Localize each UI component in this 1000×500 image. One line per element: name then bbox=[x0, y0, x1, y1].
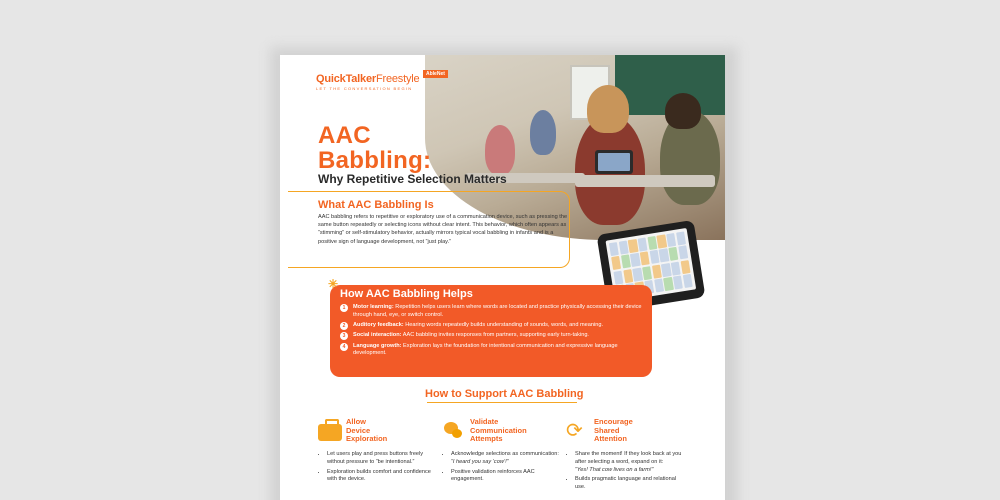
what-body: AAC babbling refers to repetitive or exploratory use of a communication device, such as pressing the same button repeatedly or selecting icons without clear intent. This behavior, which often appears as “stimming” or self-stimulatory behavior, actually mirrors typical vocal babbling in infants and is a positive sign of language development, not “just play.” bbox=[318, 214, 568, 245]
title-line-2: Babbling: bbox=[318, 147, 432, 174]
logo-brand-light: Freestyle bbox=[375, 73, 420, 85]
logo-brand-bold: QuickTalker bbox=[316, 73, 376, 85]
column-bullet: • Share the moment! If they look back at you after selecting a word, expand on it: “Yes! That cow lives on a farm!” bbox=[575, 451, 686, 474]
column-title: Encourage Shared Attention bbox=[594, 417, 633, 444]
helps-item-label: Social interaction: bbox=[353, 332, 402, 338]
helps-item-label: Motor learning: bbox=[353, 304, 394, 310]
helps-item bbox=[340, 332, 650, 340]
helps-item bbox=[340, 322, 650, 330]
quote: “Yes! That cow lives on a farm!” bbox=[575, 466, 654, 473]
ablenet-ribbon: AbleNet bbox=[423, 70, 448, 78]
what-heading: What AAC Babbling Is bbox=[318, 199, 434, 211]
speech-bubbles-icon bbox=[442, 420, 466, 442]
support-heading: How to Support AAC Babbling bbox=[425, 388, 584, 400]
brand-logo bbox=[316, 71, 445, 91]
briefcase-icon bbox=[318, 420, 342, 442]
column-bullet: • Exploration builds comfort and confidence with the device. bbox=[327, 469, 438, 485]
spark-icon: ✳ bbox=[328, 277, 339, 291]
column-title: Allow Device Exploration bbox=[346, 417, 388, 444]
helps-heading: How AAC Babbling Helps bbox=[340, 288, 473, 300]
column-bullet: • Builds pragmatic language and relational use. bbox=[575, 476, 686, 492]
support-column-attention bbox=[566, 415, 686, 494]
quote: “I heard you say ‘cow’!” bbox=[451, 458, 509, 465]
helps-list bbox=[340, 304, 650, 360]
number-badge: 3 bbox=[340, 332, 348, 340]
number-badge: 2 bbox=[340, 322, 348, 330]
support-underline bbox=[427, 402, 577, 403]
logo-tagline: LET THE CONVERSATION BEGIN bbox=[316, 86, 413, 91]
helps-item-text: Repetition helps users learn where words are located and practice physically accessing their device through hand, eye, or switch control. bbox=[353, 304, 642, 318]
number-badge: 1 bbox=[340, 304, 348, 312]
helps-item-text: Hearing words repeatedly builds understanding of sounds, words, and meaning. bbox=[403, 321, 603, 328]
helps-item-text: Exploration lays the foundation for intentional communication and expressive language development. bbox=[353, 342, 618, 356]
column-bullet: • Acknowledge selections as communication: “I heard you say ‘cow’!” bbox=[451, 451, 562, 467]
helps-item-text: AAC babbling invites responses from partners, supporting early turn-taking. bbox=[401, 332, 589, 338]
page-subtitle: Why Repetitive Selection Matters bbox=[318, 172, 507, 186]
flyer-sheet bbox=[280, 55, 725, 500]
page-title bbox=[318, 123, 431, 173]
number-badge: 4 bbox=[340, 343, 348, 351]
column-bullet: • Let users play and press buttons freely without pressure to “be intentional.” bbox=[327, 451, 438, 467]
support-column-explore bbox=[318, 415, 438, 486]
title-line-1: AAC bbox=[318, 122, 371, 149]
support-column-validate bbox=[442, 415, 562, 486]
helps-item bbox=[340, 343, 650, 358]
cycle-arrows-icon: ⟳ bbox=[566, 420, 583, 442]
column-bullet: • Positive validation reinforces AAC engagement. bbox=[451, 469, 562, 485]
helps-item-label: Auditory feedback: bbox=[353, 321, 404, 328]
helps-item bbox=[340, 304, 650, 319]
helps-item-label: Language growth: bbox=[353, 342, 402, 349]
column-title: Validate Communication Attempts bbox=[470, 417, 527, 444]
